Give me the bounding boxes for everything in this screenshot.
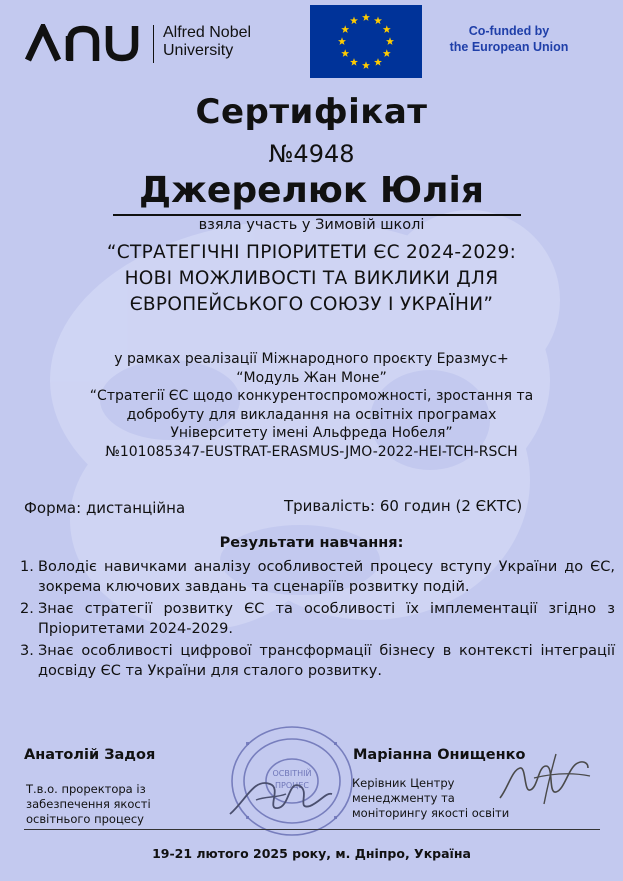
result-number: 1. <box>20 559 34 575</box>
framework-line: “Стратегії ЄС щодо конкурентоспроможності, зростання та <box>89 388 534 404</box>
results-list <box>20 557 615 683</box>
name-underline <box>113 214 521 216</box>
signer2-name: Маріанна Онищенко <box>353 747 526 763</box>
program-title-line: НОВІ МОЖЛИВОСТІ ТА ВИКЛИКИ ДЛЯ <box>124 268 499 289</box>
framework-line: добробуту для викладання на освітніх програмах <box>126 406 497 423</box>
result-number: 3. <box>20 643 34 659</box>
program-title-line: ЄВРОПЕЙСЬКОГО СОЮЗУ І УКРАЇНИ” <box>129 294 494 315</box>
university-name-line2: University <box>163 42 234 59</box>
framework-line: Університету імені Альфреда Нобеля” <box>170 425 453 441</box>
signer2-title-line: Керівник Центру <box>352 776 455 790</box>
signer2-title-line: моніторингу якості освіти <box>352 806 510 820</box>
cofunded-line2: the European Union <box>449 40 569 54</box>
cofunded-label <box>434 23 584 55</box>
certificate-number: №4948 <box>268 140 355 168</box>
event-date-location: 19-21 лютого 2025 року, м. Дніпро, Україна <box>152 846 471 861</box>
framework-line: “Модуль Жан Моне” <box>236 369 387 386</box>
result-text: Знає стратегії розвитку ЄС та особливості їх імплементації згідно з Пріоритетами 2024-2029. <box>38 601 615 637</box>
footer-divider <box>24 829 600 830</box>
signature2 <box>494 748 594 808</box>
result-text: Володіє навичками аналізу особливостей процесу вступу України до ЄС, зокрема ключових завдань та сценаріїв розвитку подій. <box>38 559 615 595</box>
signature1 <box>226 770 336 820</box>
university-name <box>163 24 293 60</box>
study-form: Форма: дистанційна <box>24 499 186 517</box>
stamp-text-line2: ПРОЦЕС <box>275 781 309 790</box>
anu-logo <box>24 24 146 62</box>
result-item <box>20 599 615 639</box>
signer1-title-line: освітнього процесу <box>26 812 144 826</box>
stamp-text-line1: ОСВІТНІЙ <box>272 769 312 778</box>
program-title-line: “СТРАТЕГІЧНІ ПРІОРИТЕТИ ЄС 2024-2029: <box>106 242 517 263</box>
result-text: Знає особливості цифрової трансформації бізнесу в контексті інтеграції досвіду ЄС та України для сталого розвитку. <box>38 643 615 679</box>
participation-text: взяла участь у Зимовій школі <box>198 217 425 233</box>
signer2-title-line: менеджменту та <box>352 791 455 805</box>
result-item <box>20 641 615 681</box>
signer1-title-line: забезпечення якості <box>26 797 151 811</box>
certificate-title: Сертифікат <box>195 92 428 132</box>
project-number: №101085347-EUSTRAT-ERASMUS-JMO-2022-HEI-TCH-RSCH <box>105 443 518 460</box>
program-title <box>0 240 623 318</box>
result-number: 2. <box>20 601 34 617</box>
signer1-name: Анатолій Задоя <box>24 747 156 763</box>
university-name-line1: Alfred Nobel <box>163 24 252 41</box>
study-duration: Тривалість: 60 годин (2 ЄКТС) <box>284 497 523 515</box>
framework-line: у рамках реалізації Міжнародного проєкту Еразмус+ <box>114 351 509 367</box>
recipient-name: Джерелюк Юлія <box>139 170 484 211</box>
project-framework <box>0 350 623 461</box>
result-item <box>20 557 615 597</box>
signer1-title <box>26 782 196 827</box>
results-heading: Результати навчання: <box>219 535 404 551</box>
cofunded-line1: Co-funded by <box>468 24 550 38</box>
logo-divider <box>153 25 154 63</box>
eu-flag-icon <box>310 5 422 78</box>
signer1-title-line: Т.в.о. проректора із <box>26 782 146 796</box>
